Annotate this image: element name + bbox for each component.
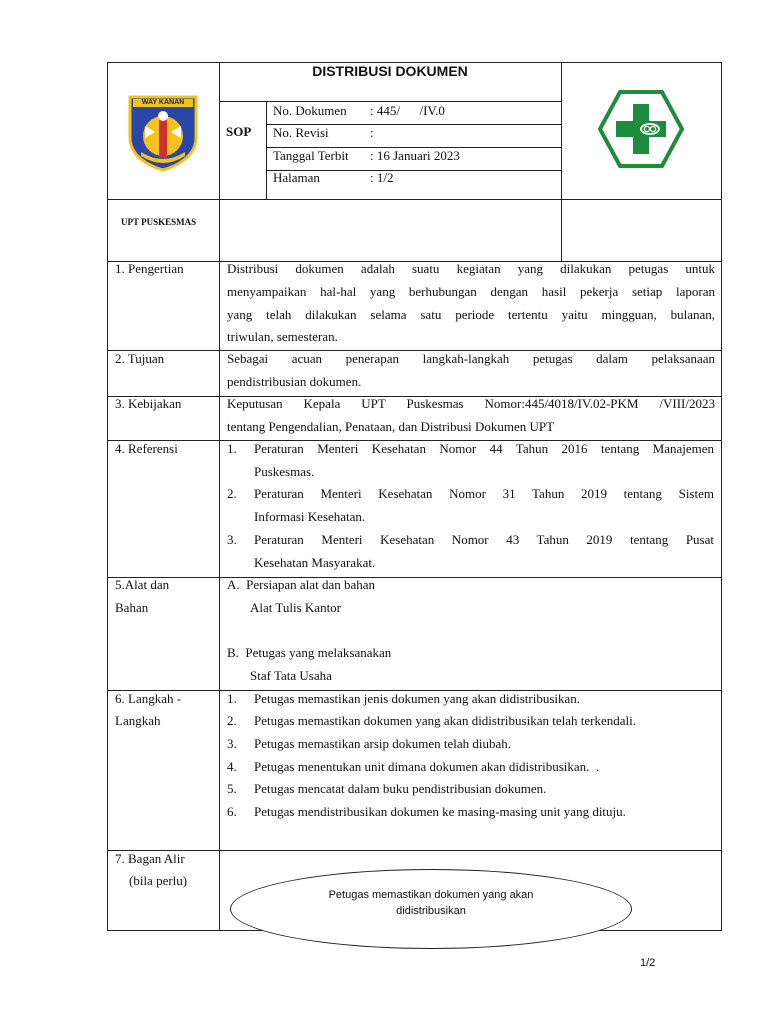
kebijakan-label: 3. Kebijakan (115, 396, 182, 411)
referensi-text-cont: Informasi Kesehatan. (254, 509, 366, 524)
langkah-number: 6. (227, 804, 237, 819)
referensi-number: 2. (227, 486, 237, 501)
langkah-item-5 (227, 778, 715, 801)
langkah-number: 2. (227, 713, 237, 728)
alat-a-value: Alat Tulis Kantor (250, 600, 342, 615)
referensi-label: 4. Referensi (115, 441, 178, 456)
langkah-text: Petugas menentukan unit dimana dokumen akan didistribusikan. . (254, 759, 600, 774)
langkah-item-2 (227, 710, 715, 733)
tujuan-line-1: Sebagai acuan penerapan langkah-langkah petugas dalam pelaksanaan (227, 351, 715, 366)
puskesmas-logo (598, 89, 684, 169)
field-no-revisi-value: : (370, 125, 374, 140)
langkah-text: Petugas memastikan jenis dokumen yang akan didistribusikan. (254, 691, 581, 706)
langkah-item-6 (227, 801, 715, 824)
pengertian-line-4: triwulan, semesteran. (227, 329, 338, 344)
field-tanggal-value: : 16 Januari 2023 (370, 148, 460, 163)
langkah-number: 3. (227, 736, 237, 751)
langkah-item-1 (227, 688, 715, 711)
flowchart-start-text-2: didistribusikan (396, 905, 466, 917)
logo-caption: WAY KANAN (141, 99, 185, 106)
langkah-item-3 (227, 733, 715, 756)
pengertian-line-1: Distribusi dokumen adalah suatu kegiatan yang dilakukan petugas untuk (227, 261, 715, 276)
langkah-number: 1. (227, 691, 237, 706)
alat-a-heading: A. Persiapan alat dan bahan (227, 577, 376, 592)
langkah-number: 5. (227, 781, 237, 796)
field-tanggal-label: Tanggal Terbit (273, 148, 349, 163)
sop-label: SOP (226, 124, 252, 139)
bagan-label-1: 7. Bagan Alir (115, 851, 185, 866)
referensi-number: 3. (227, 532, 237, 547)
referensi-item-3 (227, 529, 715, 575)
langkah-item-4 (227, 756, 715, 779)
referensi-number: 1. (227, 441, 237, 456)
referensi-item-2 (227, 483, 715, 529)
unit-name: UPT PUSKESMAS (121, 217, 197, 227)
referensi-item-1 (227, 438, 715, 484)
referensi-text: Peraturan Menteri Kesehatan Nomor 31 Tahun 2019 tentang Sistem (254, 486, 714, 501)
referensi-text-cont: Kesehatan Masyarakat. (254, 555, 376, 570)
referensi-text-cont: Puskesmas. (254, 464, 315, 479)
pengertian-line-2: menyampaikan hal-hal yang berhubungan dengan hasil pekerja setiap laporan (227, 284, 715, 299)
way-kanan-logo (127, 94, 199, 172)
langkah-number: 4. (227, 759, 237, 774)
tujuan-label: 2. Tujuan (115, 351, 165, 366)
alat-b-value: Staf Tata Usaha (250, 668, 332, 683)
langkah-text: Petugas memastikan arsip dokumen telah diubah. (254, 736, 512, 751)
bagan-label-2: (bila perlu) (129, 873, 188, 888)
document-title: DISTRIBUSI DOKUMEN (312, 63, 468, 79)
page-number: 1/2 (640, 957, 656, 969)
field-no-revisi-label: No. Revisi (273, 125, 329, 140)
langkah-text: Petugas mendistribusikan dokumen ke masing-masing unit yang dituju. (254, 804, 626, 819)
referensi-text: Peraturan Menteri Kesehatan Nomor 43 Tahun 2019 tentang Pusat (254, 532, 714, 547)
langkah-text: Petugas memastikan dokumen yang akan didistribusikan telah terkendali. (254, 713, 636, 728)
field-no-dokumen-value: : 445/ /IV.0 (370, 103, 445, 118)
pengertian-line-3: yang telah dilakukan selama satu periode tertentu yaitu mingguan, bulanan, (227, 307, 715, 322)
langkah-text: Petugas mencatat dalam buku pendistribusian dokumen. (254, 781, 547, 796)
pengertian-label: 1. Pengertian (115, 261, 184, 276)
langkah-label-1: 6. Langkah - (115, 691, 182, 706)
kebijakan-line-1: Keputusan Kepala UPT Puskesmas Nomor:445/4018/IV.02-PKM /VIII/2023 (227, 396, 715, 411)
langkah-label-2: Langkah (115, 713, 161, 728)
alat-b-heading: B. Petugas yang melaksanakan (227, 645, 392, 660)
alat-label-1: 5.Alat dan (115, 577, 170, 592)
referensi-text: Peraturan Menteri Kesehatan Nomor 44 Tahun 2016 tentang Manajemen (254, 441, 714, 456)
flowchart-start-text-1: Petugas memastikan dokumen yang akan (328, 889, 534, 901)
tujuan-line-2: pendistribusian dokumen. (227, 374, 362, 389)
field-no-dokumen-label: No. Dokumen (273, 103, 347, 118)
kebijakan-line-2: tentang Pengendalian, Penataan, dan Distribusi Dokumen UPT (227, 419, 555, 434)
alat-label-2: Bahan (115, 600, 149, 615)
field-halaman-value: : 1/2 (370, 170, 394, 185)
field-halaman-label: Halaman (273, 170, 320, 185)
